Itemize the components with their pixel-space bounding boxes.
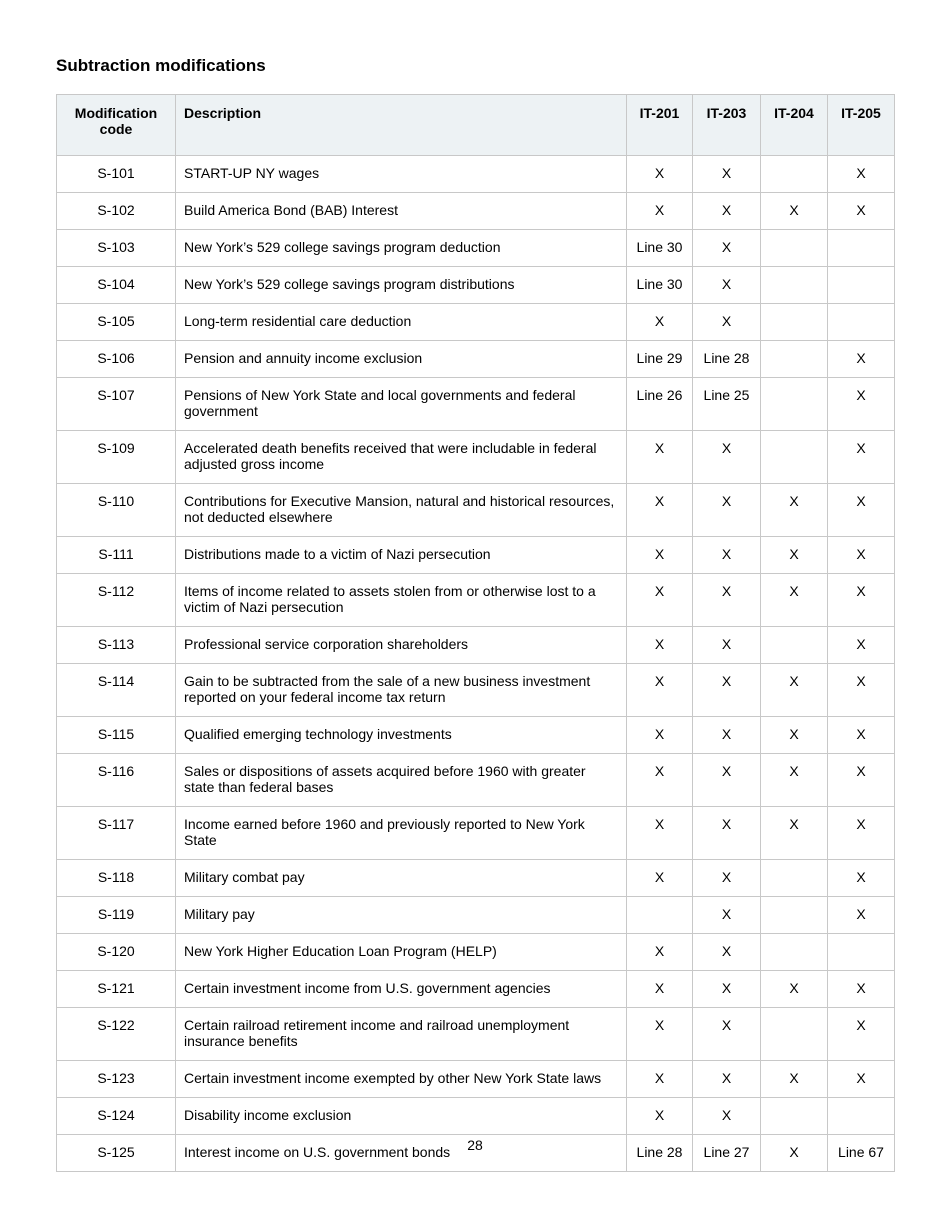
modification-code-cell: S-114: [57, 664, 176, 717]
modification-code-cell: S-122: [57, 1008, 176, 1061]
it203-cell: X: [693, 193, 761, 230]
it204-cell: [761, 304, 828, 341]
it205-cell: [828, 304, 895, 341]
description-cell: New York Higher Education Loan Program (HELP): [176, 934, 627, 971]
modification-code-cell: S-119: [57, 897, 176, 934]
it204-cell: [761, 267, 828, 304]
it204-cell: X: [761, 971, 828, 1008]
table-row: [57, 484, 895, 537]
modification-code-cell: S-121: [57, 971, 176, 1008]
table-row: [57, 156, 895, 193]
table-row: [57, 860, 895, 897]
it205-cell: X: [828, 341, 895, 378]
it201-cell: X: [627, 807, 693, 860]
description-cell: Items of income related to assets stolen from or otherwise lost to a victim of Nazi persecution: [176, 574, 627, 627]
it203-cell: X: [693, 664, 761, 717]
it204-cell: X: [761, 1061, 828, 1098]
page-number: 28: [467, 1137, 483, 1153]
table-row: [57, 717, 895, 754]
description-cell: Long-term residential care deduction: [176, 304, 627, 341]
it203-cell: X: [693, 1061, 761, 1098]
it201-cell: X: [627, 1061, 693, 1098]
it204-cell: X: [761, 754, 828, 807]
modification-code-cell: S-106: [57, 341, 176, 378]
it201-cell: X: [627, 934, 693, 971]
description-cell: Qualified emerging technology investments: [176, 717, 627, 754]
it203-cell: X: [693, 860, 761, 897]
it205-cell: X: [828, 897, 895, 934]
modification-code-cell: S-109: [57, 431, 176, 484]
it201-cell: X: [627, 627, 693, 664]
it205-cell: X: [828, 193, 895, 230]
it203-cell: X: [693, 971, 761, 1008]
section-title: Subtraction modifications: [56, 56, 266, 75]
it204-cell: X: [761, 717, 828, 754]
it203-cell: X: [693, 934, 761, 971]
it205-cell: X: [828, 1061, 895, 1098]
it203-cell: Line 25: [693, 378, 761, 431]
description-cell: Gain to be subtracted from the sale of a new business investment reported on your federal income tax return: [176, 664, 627, 717]
it204-cell: [761, 431, 828, 484]
description-cell: Disability income exclusion: [176, 1098, 627, 1135]
description-cell: Certain investment income from U.S. government agencies: [176, 971, 627, 1008]
modification-code-cell: S-115: [57, 717, 176, 754]
it201-cell: X: [627, 537, 693, 574]
it201-cell: X: [627, 664, 693, 717]
it203-cell: X: [693, 897, 761, 934]
it203-cell: X: [693, 717, 761, 754]
it205-cell: X: [828, 754, 895, 807]
description-cell: Certain railroad retirement income and railroad unemployment insurance benefits: [176, 1008, 627, 1061]
it204-cell: [761, 378, 828, 431]
it204-cell: X: [761, 807, 828, 860]
table-row: [57, 431, 895, 484]
it201-cell: X: [627, 971, 693, 1008]
it201-cell: X: [627, 1098, 693, 1135]
it203-cell: Line 28: [693, 341, 761, 378]
it205-cell: X: [828, 574, 895, 627]
it201-cell: X: [627, 1008, 693, 1061]
it203-cell: X: [693, 754, 761, 807]
it205-cell: X: [828, 717, 895, 754]
modification-code-cell: S-117: [57, 807, 176, 860]
it203-cell: X: [693, 627, 761, 664]
description-cell: Professional service corporation shareholders: [176, 627, 627, 664]
it201-cell: Line 29: [627, 341, 693, 378]
it201-cell: X: [627, 484, 693, 537]
it201-cell: X: [627, 193, 693, 230]
it203-cell: X: [693, 230, 761, 267]
it204-cell: [761, 156, 828, 193]
it201-cell: X: [627, 717, 693, 754]
it201-cell: Line 30: [627, 267, 693, 304]
column-header-it203: IT-203: [693, 95, 761, 156]
description-cell: Military pay: [176, 897, 627, 934]
modification-code-cell: S-103: [57, 230, 176, 267]
it205-cell: Line 67: [828, 1135, 895, 1172]
table-row: [57, 230, 895, 267]
it205-cell: X: [828, 537, 895, 574]
it203-cell: Line 27: [693, 1135, 761, 1172]
table-row: [57, 1061, 895, 1098]
it203-cell: X: [693, 304, 761, 341]
it204-cell: X: [761, 484, 828, 537]
it201-cell: X: [627, 754, 693, 807]
modification-code-cell: S-120: [57, 934, 176, 971]
table-row: [57, 807, 895, 860]
it204-cell: X: [761, 193, 828, 230]
it201-cell: X: [627, 860, 693, 897]
modification-code-cell: S-116: [57, 754, 176, 807]
it205-cell: X: [828, 484, 895, 537]
it205-cell: [828, 1098, 895, 1135]
it205-cell: X: [828, 807, 895, 860]
it204-cell: [761, 1098, 828, 1135]
table-row: [57, 378, 895, 431]
column-header-description: Description: [176, 95, 627, 156]
it201-cell: X: [627, 431, 693, 484]
table-row: [57, 664, 895, 717]
it205-cell: X: [828, 156, 895, 193]
modification-code-cell: S-105: [57, 304, 176, 341]
description-cell: Sales or dispositions of assets acquired before 1960 with greater state than federal bases: [176, 754, 627, 807]
modification-code-cell: S-125: [57, 1135, 176, 1172]
table-row: [57, 267, 895, 304]
it203-cell: X: [693, 537, 761, 574]
it203-cell: X: [693, 574, 761, 627]
table-row: [57, 897, 895, 934]
it205-cell: X: [828, 860, 895, 897]
it204-cell: [761, 860, 828, 897]
description-cell: Certain investment income exempted by other New York State laws: [176, 1061, 627, 1098]
it204-cell: [761, 1008, 828, 1061]
it205-cell: [828, 934, 895, 971]
it204-cell: [761, 934, 828, 971]
it203-cell: X: [693, 807, 761, 860]
modification-code-cell: S-101: [57, 156, 176, 193]
it205-cell: [828, 230, 895, 267]
description-cell: Contributions for Executive Mansion, natural and historical resources, not deducted elsewhere: [176, 484, 627, 537]
description-cell: New York’s 529 college savings program distributions: [176, 267, 627, 304]
description-cell: START-UP NY wages: [176, 156, 627, 193]
it203-cell: X: [693, 267, 761, 304]
it201-cell: [627, 897, 693, 934]
it201-cell: Line 28: [627, 1135, 693, 1172]
it203-cell: X: [693, 1098, 761, 1135]
it205-cell: X: [828, 378, 895, 431]
it204-cell: X: [761, 574, 828, 627]
it205-cell: [828, 267, 895, 304]
description-cell: Distributions made to a victim of Nazi persecution: [176, 537, 627, 574]
column-header-code: Modification code: [57, 95, 176, 156]
table-row: [57, 574, 895, 627]
modification-code-cell: S-110: [57, 484, 176, 537]
it203-cell: X: [693, 431, 761, 484]
description-cell: Interest income on U.S. government bonds: [176, 1135, 627, 1172]
table-header-row: [57, 95, 895, 156]
column-header-it204: IT-204: [761, 95, 828, 156]
column-header-it201: IT-201: [627, 95, 693, 156]
it204-cell: [761, 627, 828, 664]
modification-code-cell: S-102: [57, 193, 176, 230]
table-row: [57, 971, 895, 1008]
it203-cell: X: [693, 156, 761, 193]
table-row: [57, 1098, 895, 1135]
modification-code-cell: S-118: [57, 860, 176, 897]
table-row: [57, 537, 895, 574]
it205-cell: X: [828, 971, 895, 1008]
it201-cell: X: [627, 574, 693, 627]
description-cell: Accelerated death benefits received that were includable in federal adjusted gross income: [176, 431, 627, 484]
it204-cell: [761, 230, 828, 267]
it203-cell: X: [693, 484, 761, 537]
it205-cell: X: [828, 1008, 895, 1061]
it201-cell: Line 30: [627, 230, 693, 267]
description-cell: Pension and annuity income exclusion: [176, 341, 627, 378]
it205-cell: X: [828, 627, 895, 664]
table-row: [57, 341, 895, 378]
modification-code-cell: S-107: [57, 378, 176, 431]
description-cell: Build America Bond (BAB) Interest: [176, 193, 627, 230]
description-cell: Income earned before 1960 and previously reported to New York State: [176, 807, 627, 860]
table-row: [57, 627, 895, 664]
modification-code-cell: S-111: [57, 537, 176, 574]
it204-cell: [761, 897, 828, 934]
it205-cell: X: [828, 431, 895, 484]
it201-cell: X: [627, 304, 693, 341]
table-row: [57, 304, 895, 341]
it201-cell: Line 26: [627, 378, 693, 431]
subtraction-modifications-table: [56, 94, 895, 1172]
it204-cell: [761, 341, 828, 378]
it203-cell: X: [693, 1008, 761, 1061]
modification-code-cell: S-104: [57, 267, 176, 304]
column-header-it205: IT-205: [828, 95, 895, 156]
description-cell: Military combat pay: [176, 860, 627, 897]
it204-cell: X: [761, 1135, 828, 1172]
table-row: [57, 193, 895, 230]
modification-code-cell: S-113: [57, 627, 176, 664]
description-cell: New York’s 529 college savings program deduction: [176, 230, 627, 267]
it205-cell: X: [828, 664, 895, 717]
description-cell: Pensions of New York State and local governments and federal government: [176, 378, 627, 431]
modification-code-cell: S-112: [57, 574, 176, 627]
table-row: [57, 1008, 895, 1061]
it201-cell: X: [627, 156, 693, 193]
it204-cell: X: [761, 664, 828, 717]
modification-code-cell: S-124: [57, 1098, 176, 1135]
it204-cell: X: [761, 537, 828, 574]
table-row: [57, 754, 895, 807]
table-row: [57, 934, 895, 971]
modification-code-cell: S-123: [57, 1061, 176, 1098]
